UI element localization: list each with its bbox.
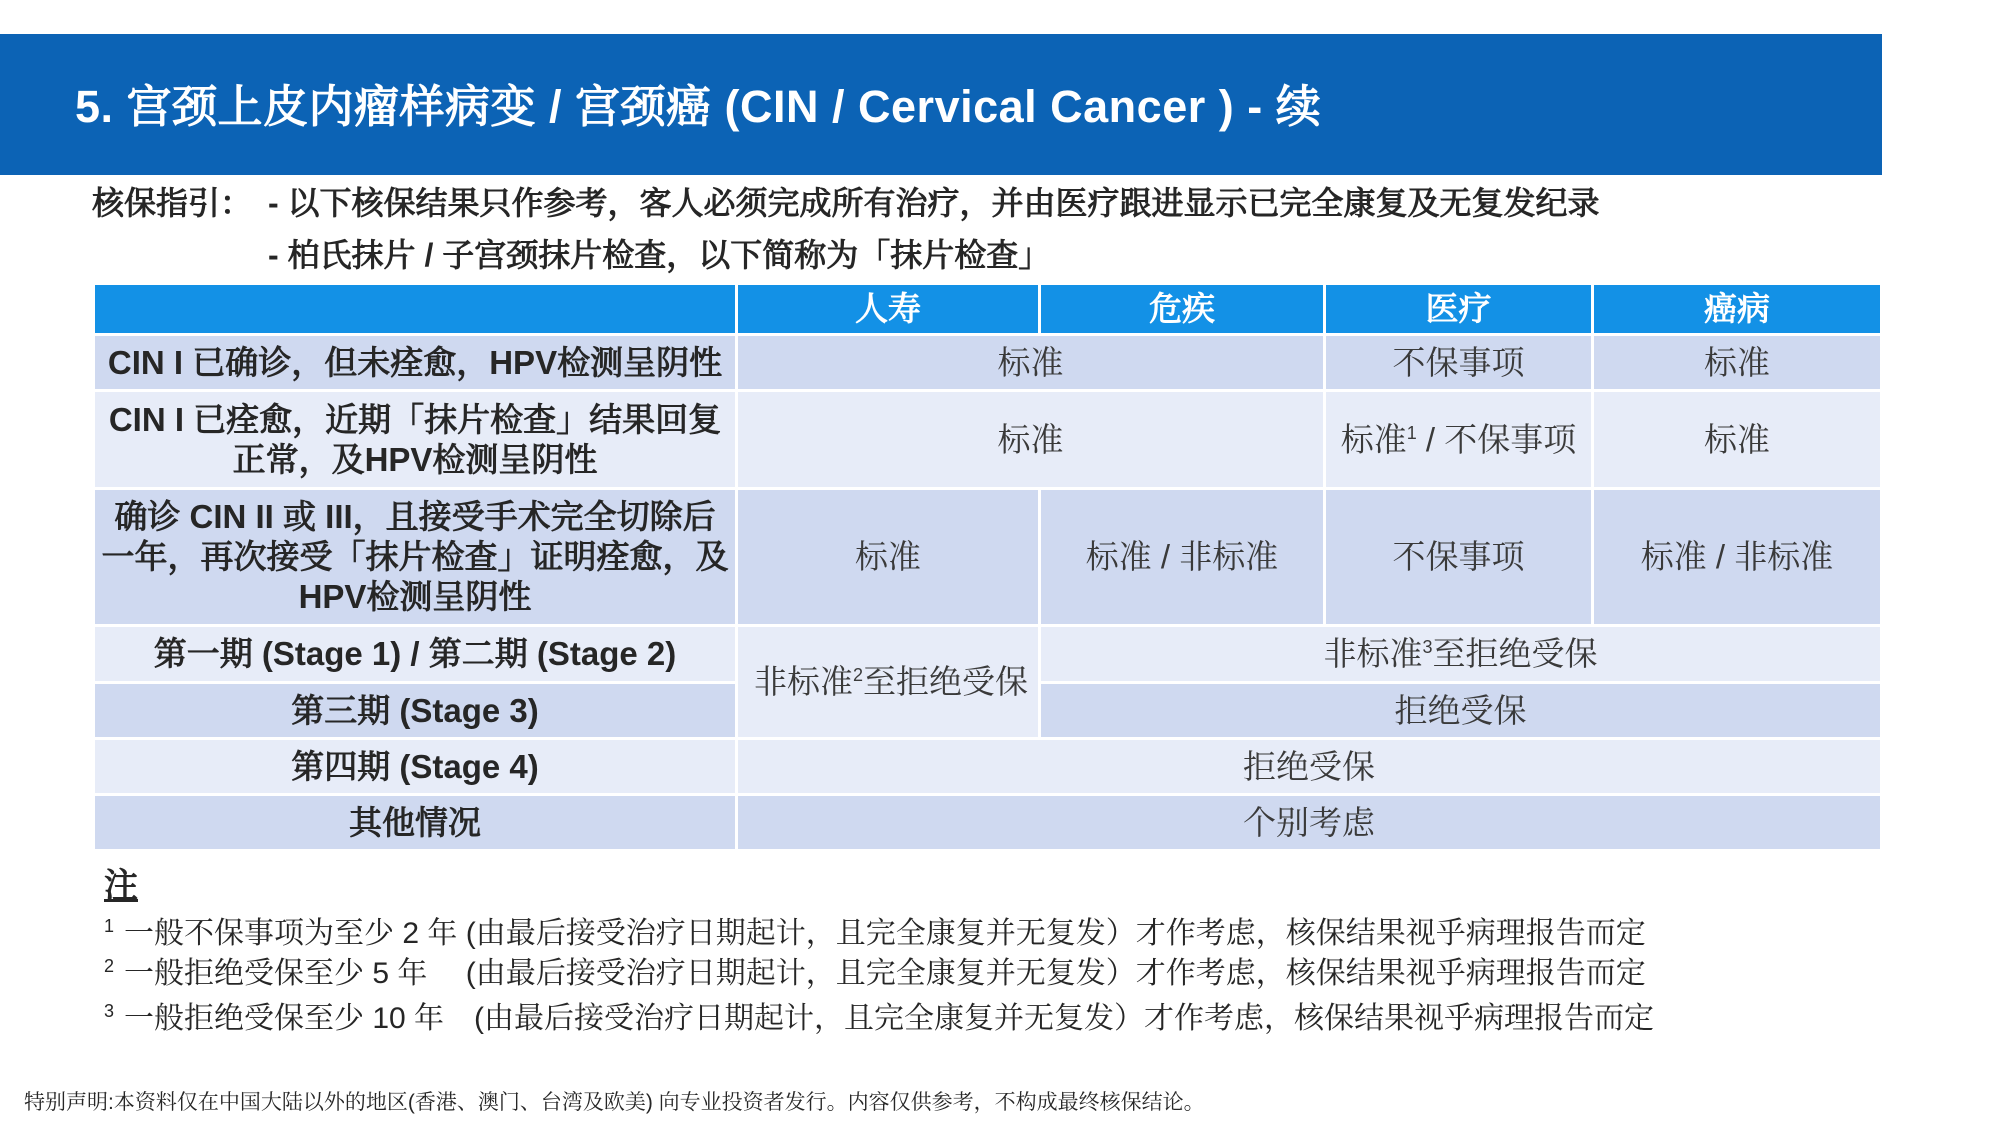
cell-text: 至拒绝受保 xyxy=(1432,635,1598,672)
cell-text: 非标准 xyxy=(1323,635,1423,672)
cell-all: 个别考虑 xyxy=(737,795,1882,851)
cell-life: 标准 xyxy=(737,489,1040,626)
table-row xyxy=(94,489,1882,626)
header-cell-medical: 医疗 xyxy=(1325,284,1593,335)
underwriting-table xyxy=(92,282,1883,852)
guidance-line-1: - 以下核保结果只作参考，客人必须完成所有治疗，并由医疗跟进显示已完全康复及无复发纪录 xyxy=(268,185,1600,221)
footnote-number: 2 xyxy=(104,956,115,976)
cell-life-ci: 标准 xyxy=(737,391,1325,489)
cell-cancer: 标准 / 非标准 xyxy=(1593,489,1882,626)
notes-title: 注 xyxy=(104,867,138,905)
page-title: 5. 宫颈上皮内瘤样病变 / 宫颈癌 (CIN / Cervical Cancer ) - 续 xyxy=(75,81,1322,132)
footnote-text: 一般拒绝受保至少 5 年 (由最后接受治疗日期起计，且完全康复并无复发）才作考虑，核保结果视乎病理报告而定 xyxy=(124,957,1646,990)
row-label: 第一期 (Stage 1) / 第二期 (Stage 2) xyxy=(94,626,737,683)
footnote-number: 1 xyxy=(104,916,115,936)
cell-critical-illness: 标准 / 非标准 xyxy=(1040,489,1325,626)
cell-cancer: 标准 xyxy=(1593,391,1882,489)
cell-life xyxy=(737,626,1040,739)
cell-ci-medical-cancer: 拒绝受保 xyxy=(1040,683,1882,739)
row-label: 第三期 (Stage 3) xyxy=(94,683,737,739)
cell-life-ci: 标准 xyxy=(737,335,1325,391)
row-label: 第四期 (Stage 4) xyxy=(94,739,737,795)
footnote-marker: 1 xyxy=(1406,422,1417,443)
header-cell-critical-illness: 危疾 xyxy=(1040,284,1325,335)
table-row xyxy=(94,795,1882,851)
footnote-marker: 3 xyxy=(1422,637,1433,657)
cell-all: 拒绝受保 xyxy=(737,739,1882,795)
cell-text: 非标准 xyxy=(754,663,853,700)
row-label: CIN I 已痊愈，近期「抹片检查」结果回复正常，及HPV检测呈阴性 xyxy=(94,391,737,489)
table-row xyxy=(94,626,1882,683)
guidance-line-2: - 柏氏抹片 / 子宫颈抹片检查，以下简称为「抹片检查」 xyxy=(268,237,1051,273)
footnote-text: 一般不保事项为至少 2 年 (由最后接受治疗日期起计，且完全康复并无复发）才作考虑，核保结果视乎病理报告而定 xyxy=(124,917,1646,950)
footnote-text: 一般拒绝受保至少 10 年 (由最后接受治疗日期起计，且完全康复并无复发）才作考虑，核保结果视乎病理报告而定 xyxy=(124,1002,1655,1035)
cell-medical xyxy=(1325,391,1593,489)
cell-cancer: 标准 xyxy=(1593,335,1882,391)
cell-medical: 不保事项 xyxy=(1325,489,1593,626)
header-cell-cancer: 癌病 xyxy=(1593,284,1882,335)
footnote xyxy=(104,948,1646,992)
table-row xyxy=(94,739,1882,795)
cell-text: 标准 xyxy=(1340,420,1407,458)
header-cell-life: 人寿 xyxy=(737,284,1040,335)
cell-text: 至拒绝受保 xyxy=(863,663,1029,700)
header-cell-blank xyxy=(94,284,737,335)
cell-ci-medical-cancer xyxy=(1040,626,1882,683)
guidance-label: 核保指引： xyxy=(92,185,253,221)
cell-text: / 不保事项 xyxy=(1416,420,1577,458)
footnote xyxy=(104,993,1654,1037)
table-row xyxy=(94,391,1882,489)
cell-medical: 不保事项 xyxy=(1325,335,1593,391)
row-label: CIN I 已确诊，但未痊愈，HPV检测呈阴性 xyxy=(94,335,737,391)
table-header-row xyxy=(94,284,1882,335)
footnote-number: 3 xyxy=(104,1001,115,1021)
table-row xyxy=(94,335,1882,391)
row-label: 其他情况 xyxy=(94,795,737,851)
footnote-marker: 2 xyxy=(853,665,864,685)
disclaimer: 特别声明:本资料仅在中国大陆以外的地区(香港、澳门、台湾及欧美) 向专业投资者发行。内容仅供参考，不构成最终核保结论。 xyxy=(24,1091,1205,1114)
footnote xyxy=(104,908,1646,952)
row-label: 确诊 CIN II 或 III，且接受手术完全切除后一年，再次接受「抹片检查」证明痊愈，及HPV检测呈阴性 xyxy=(94,489,737,626)
